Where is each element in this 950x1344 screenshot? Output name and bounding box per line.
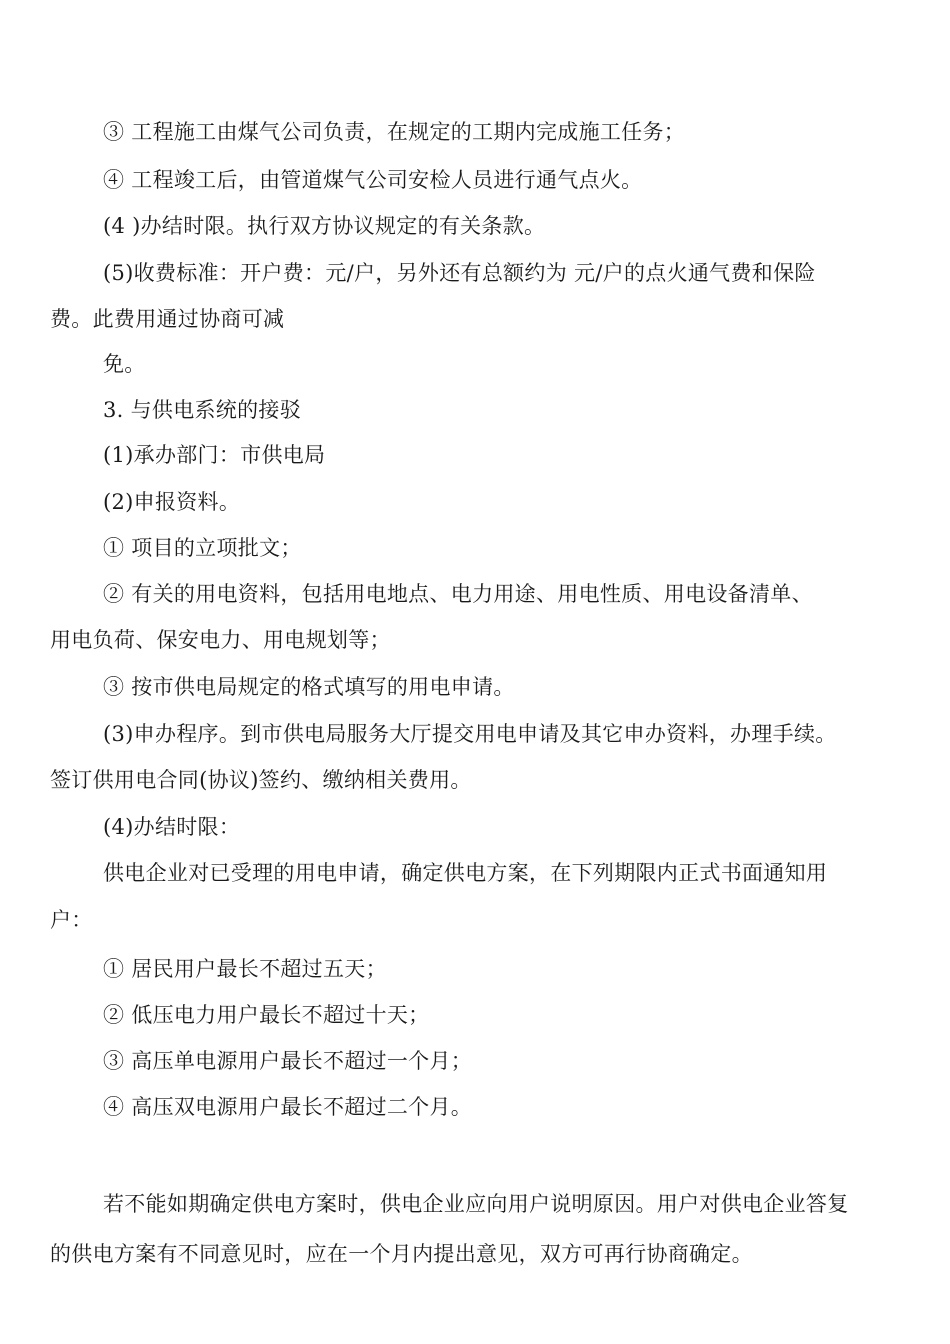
text-line: 免。 [103,352,146,376]
text-line: ② 有关的用电资料，包括用电地点、电力用途、用电性质、用电设备清单、 [103,582,813,606]
text-line: (3)申办程序。到市供电局服务大厅提交用电申请及其它申办资料，办理手续。 [103,722,837,746]
section-heading: 3. 与供电系统的接驳 [103,398,302,422]
text-line: 签订供用电合同(协议)签约、缴纳相关费用。 [50,768,472,792]
text-line: ① 居民用户最长不超过五天； [103,957,387,981]
text-line: 若不能如期确定供电方案时，供电企业应向用户说明原因。用户对供电企业答复 [103,1192,849,1216]
text-line: ② 低压电力用户最长不超过十天； [103,1003,430,1027]
text-line: 费。此费用通过协商可减 [50,307,285,331]
text-line: (4)办结时限： [103,815,241,839]
text-line: ① 项目的立项批文； [103,536,302,560]
text-line: ④ 高压双电源用户最长不超过二个月。 [103,1095,473,1119]
text-line: 供电企业对已受理的用电申请，确定供电方案，在下列期限内正式书面通知用 [103,861,828,885]
text-line: (2)申报资料。 [103,490,241,514]
text-line: (5)收费标准：开户费：元/户，另外还有总额约为 元/户的点火通气费和保险 [103,261,816,285]
text-line: 的供电方案有不同意见时，应在一个月内提出意见，双方可再行协商确定。 [50,1242,753,1266]
text-line: ③ 按市供电局规定的格式填写的用电申请。 [103,675,515,699]
text-line: ③ 高压单电源用户最长不超过一个月； [103,1049,473,1073]
text-line: (1)承办部门：市供电局 [103,443,326,467]
text-line: ③ 工程施工由煤气公司负责，在规定的工期内完成施工任务； [103,120,686,144]
text-line: (4 )办结时限。执行双方协议规定的有关条款。 [103,214,546,238]
text-line: 户： [50,908,93,932]
text-line: 用电负荷、保安电力、用电规划等； [50,628,391,652]
text-line: ④ 工程竣工后，由管道煤气公司安检人员进行通气点火。 [103,168,643,192]
